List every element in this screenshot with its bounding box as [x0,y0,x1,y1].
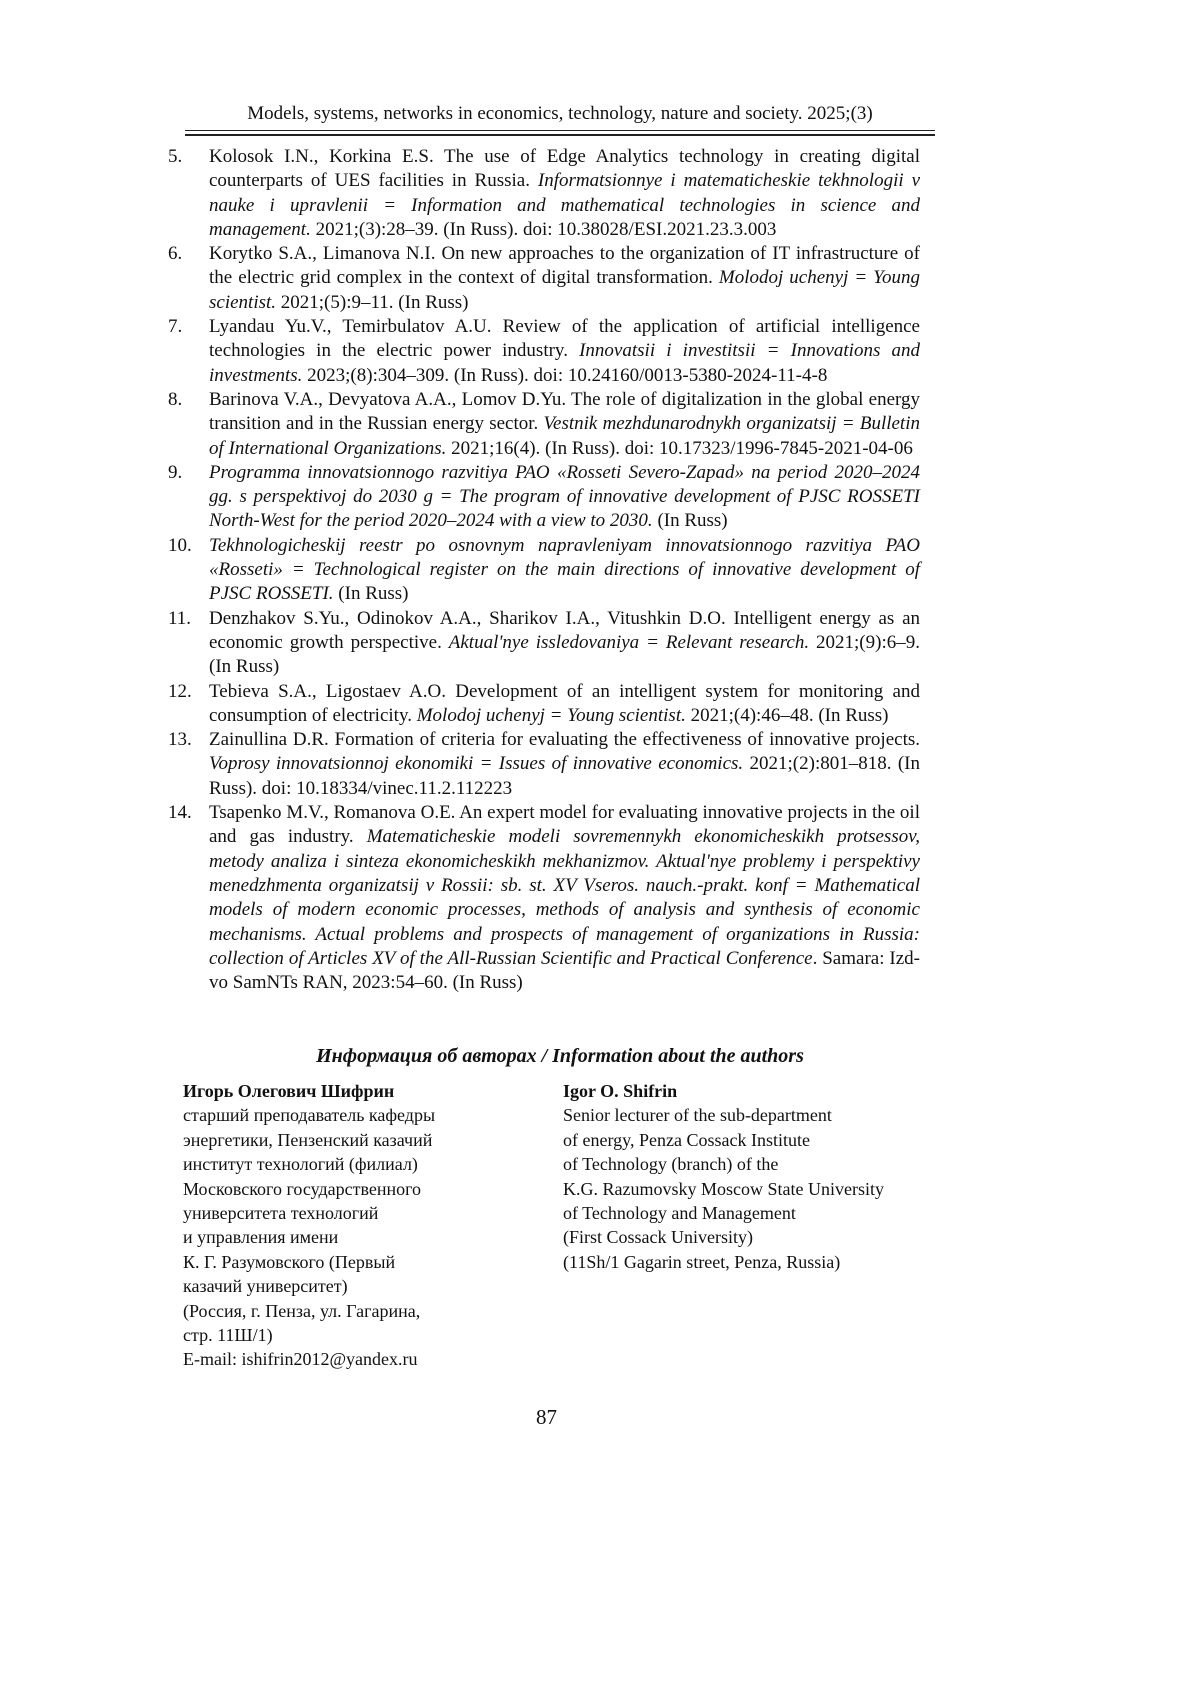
reference-text [209,145,920,242]
author-detail-line: of Technology (branch) of the [563,1154,779,1175]
author-detail-line: Московского государственного [183,1178,422,1199]
reference-source-title: Molodoj uchenyj = Young scientist. [209,267,920,313]
reference-text-part: (In Russ) [333,583,409,605]
reference-text-part: 2021;(2):801–818. (In Russ). doi: 10.18334/vinec.11.2.112223 [209,753,920,799]
reference-item [168,728,920,801]
reference-text-part: 2021;16(4). (In Russ). doi: 10.17323/1996-7845-2021-04-06 [446,437,913,459]
reference-text-part: Tebieva S.A., Ligostaev A.O. Development of an intelligent system for monitoring and consumption of electricity. [209,680,920,726]
reference-text-part: Zainullina D.R. Formation of criteria for evaluating the effectiveness of innovative projects. [209,729,920,751]
reference-text-part: Kolosok I.N., Korkina E.S. The use of Edge Analytics technology in creating digital counterparts of UES facilities in Russia. [209,146,920,192]
author-name-russian: Игорь Олегович Шифрин [183,1081,395,1101]
reference-text [209,315,920,388]
reference-text [209,388,920,461]
reference-number: 10. [168,534,192,556]
header-rule-thick [185,134,935,136]
author-detail-line: K.G. Razumovsky Moscow State University [563,1178,884,1199]
reference-number: 12. [168,680,192,702]
reference-source-title: Voprosy innovatsionnoj ekonomiki = Issues of innovative economics. [209,753,744,775]
author-detail-line: E-mail: ishifrin2012@yandex.ru [183,1349,418,1370]
author-detail-line: of energy, Penza Cossack Institute [563,1129,810,1150]
reference-text-part: 2021;(9):6–9. (In Russ) [209,631,920,678]
reference-source-title: Informatsionnye i matematicheskie tekhnologii v nauke i upravlenii = Information and mathematical technologies in science and management. [209,170,920,240]
reference-text-part: 2023;(8):304–309. (In Russ). doi: 10.24160/0013-5380-2024-11-4-8 [302,364,828,386]
reference-text [209,728,920,801]
reference-source-title: Aktual'nye issledovaniya = Relevant research. [448,631,810,653]
author-detail-line: (Россия, г. Пенза, ул. Гагарина, [183,1300,421,1321]
reference-number: 14. [168,802,192,824]
reference-number: 6. [168,243,183,265]
author-name-english: Igor O. Shifrin [563,1081,678,1101]
author-detail-line: и управления имени [183,1227,339,1248]
reference-list [168,145,920,995]
reference-text-part: Tsapenko M.V., Romanova O.E. An expert model for evaluating innovative projects in the oil and gas industry. [209,802,920,848]
reference-item [168,242,920,315]
reference-source-title: Matematicheskie modeli sovremennykh ekonomicheskikh protsessov, metody analiza i sinteza ekonomicheskikh mekhanizmov. Aktual'nye problemy i perspektivy menedzhmenta organizatsij v Rossii: sb. st. XV Vseros. nauch.-prakt. konf = Mathematical models of modern economic processes, methods of analysis and synthesis of economic mechanisms. Actual problems and prospects of management of organizations in Russia: collection of Articles XV of the All-Russian Scientific and Practical Conference [209,826,920,969]
author-detail-line: К. Г. Разумовского (Первый [183,1251,396,1272]
author-detail-line: институт технологий (филиал) [183,1154,418,1175]
reference-item [168,680,920,729]
author-detail-line: Senior lecturer of the sub-department [563,1105,832,1126]
author-detail-line: старший преподаватель кафедры [183,1105,436,1126]
reference-item [168,461,920,534]
reference-text-part: 2021;(4):46–48. (In Russ) [685,704,889,726]
reference-item [168,534,920,607]
reference-text-part: 2021;(3):28–39. (In Russ). doi: 10.38028/ESI.2021.23.3.003 [310,218,777,240]
author-info-english [563,1079,943,1274]
running-header: Models, systems, networks in economics, technology, nature and society. 2025;(3) [247,103,873,124]
reference-number: 13. [168,729,192,751]
reference-text-part: Barinova V.A., Devyatova A.A., Lomov D.Yu. The role of digitalization in the global energy transition and in the Russian energy sector. [209,388,920,435]
page-number: 87 [536,1405,557,1429]
author-detail-line: of Technology and Management [563,1203,796,1224]
authors-section-title: Информация об авторах / Information about the authors [316,1045,804,1067]
author-detail-line: стр. 11Ш/1) [183,1325,273,1346]
author-detail-line: (11Sh/1 Gagarin street, Penza, Russia) [563,1251,841,1272]
reference-source-title: Vestnik mezhdunarodnykh organizatsij = Bulletin of International Organizations. [209,413,920,459]
reference-number: 11. [168,607,192,629]
reference-text-part: Korytko S.A., Limanova N.I. On new approaches to the organization of IT infrastructure of the electric grid complex in the context of digital transformation. [209,243,920,289]
reference-text [209,461,920,534]
reference-number: 8. [168,388,183,410]
reference-item [168,315,920,388]
reference-text [209,534,920,607]
reference-number: 9. [168,461,183,483]
reference-text [209,680,920,729]
reference-text-part: Lyandau Yu.V., Temirbulatov A.U. Review of the application of artificial intelligence technologies in the electric power industry. [209,316,920,362]
author-detail-line: энергетики, Пензенский казачий [183,1129,433,1150]
reference-item [168,607,920,680]
reference-text [209,607,920,680]
reference-text-part: 2021;(5):9–11. (In Russ) [276,291,469,313]
reference-text [209,801,920,995]
reference-item [168,388,920,461]
reference-source-title: Innovatsii i investitsii = Innovations and investments. [209,340,920,386]
author-detail-line: (First Cossack University) [563,1227,753,1248]
reference-text-part: . Samara: Izd-vo SamNTs RAN, 2023:54–60. (In Russ) [209,947,920,994]
author-info-russian [183,1079,563,1372]
author-detail-line: университета технологий [183,1203,379,1224]
reference-text-part: Denzhakov S.Yu., Odinokov A.A., Sharikov I.A., Vitushkin D.O. Intelligent energy as an economic growth perspective. [209,607,920,653]
reference-source-title: Programma innovatsionnogo razvitiya PAO «Rosseti Severo-Zapad» na period 2020–2024 gg. s perspektivoj do 2030 g = The program of innovative development of PJSC ROSSETI North-West for the period 2020–2024 with a view to 2030. [209,461,920,532]
author-detail-line: казачий университет) [183,1276,348,1297]
reference-item [168,145,920,242]
reference-item [168,801,920,995]
reference-number: 7. [168,316,183,338]
reference-source-title: Tekhnologicheskij reestr po osnovnym napravleniyam innovatsionnogo razvitiya PAO «Rosseti» = Technological register on the main directions of innovative development of PJSC ROSSETI. [209,534,920,605]
reference-number: 5. [168,146,183,167]
author-details-russian [183,1103,563,1371]
reference-text [209,242,920,315]
author-details-english [563,1103,943,1274]
header-rule-thin [185,130,935,131]
reference-text-part: (In Russ) [652,510,728,532]
reference-source-title: Molodoj uchenyj = Young scientist. [416,704,686,726]
